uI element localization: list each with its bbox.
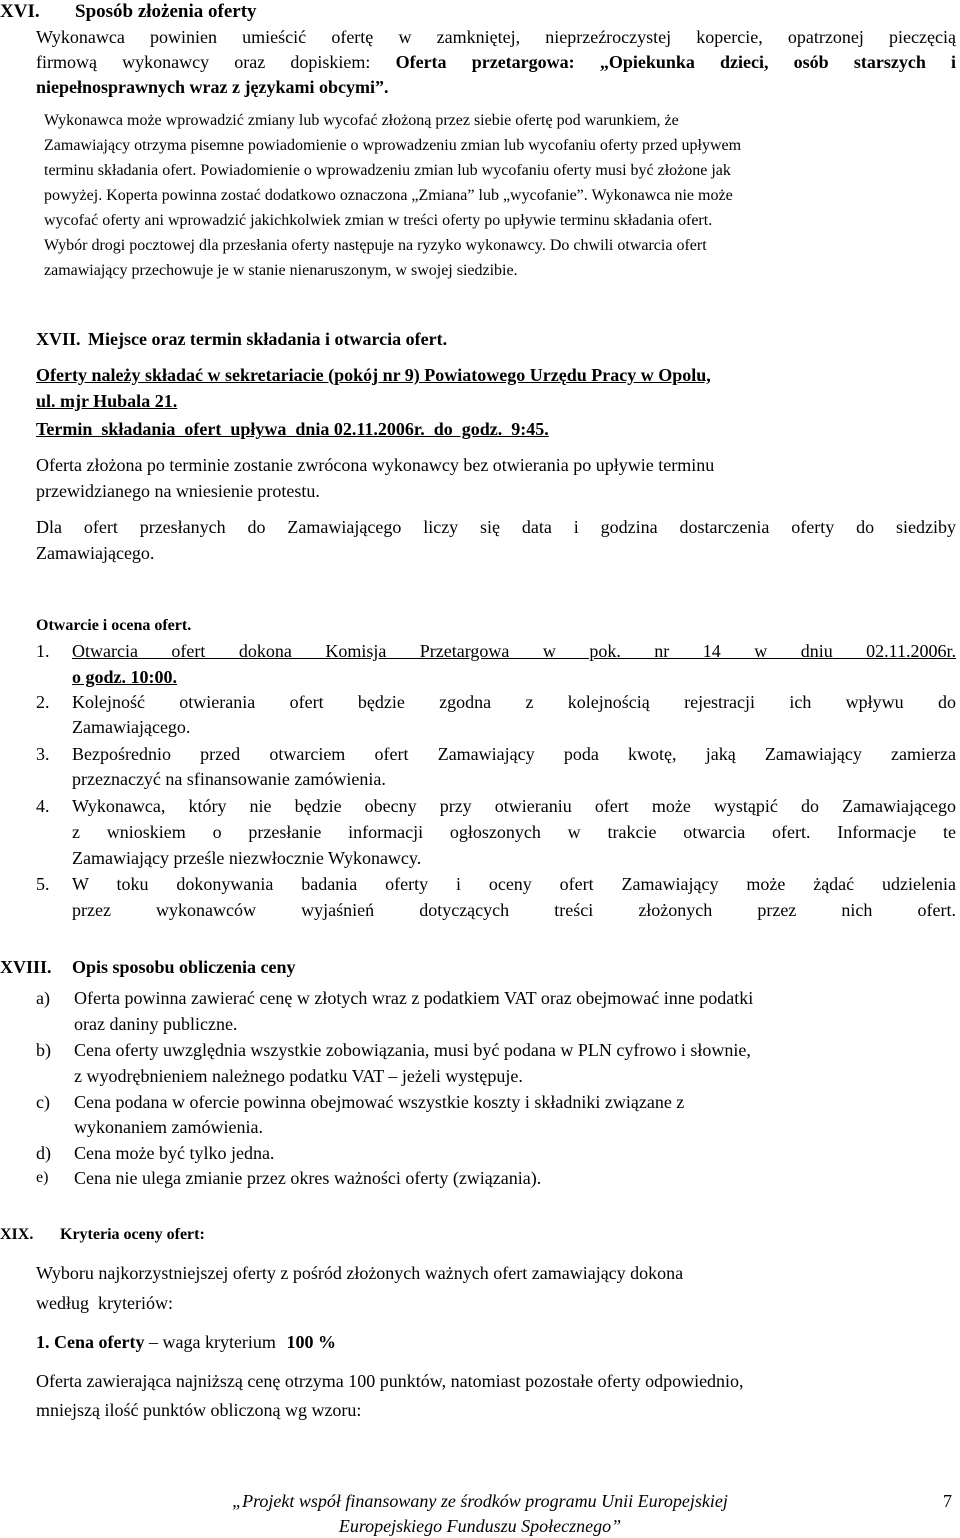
list-item-line: Cena oferty uwzględnia wszystkie zobowiązania, musi być podana w PLN cyfrowo i słownie, — [74, 1040, 751, 1060]
paragraph-line: wycofać oferty ani wprowadzić jakichkolwiek zmian w treści oferty po upływie terminu składania ofert. — [44, 212, 713, 229]
list-item-line: Bezpośrednio przed otwarciem ofert Zamawiający poda kwotę, jaką Zamawiający zamierza — [72, 744, 956, 764]
section-number: XVIII. — [0, 957, 52, 977]
section-title: Opis sposobu obliczenia ceny — [72, 957, 296, 977]
list-item-line: z wnioskiem o przesłanie informacji ogłoszonych w trakcie otwarcia ofert. Informacje te — [72, 822, 956, 842]
paragraph-line: przewidzianego na wniesienie protestu. — [36, 481, 320, 501]
criterion-weight: 100 % — [286, 1332, 336, 1352]
submission-place: ul. mjr Hubala 21. — [36, 391, 178, 411]
paragraph-line: Oferta złożona po terminie zostanie zwrócona wykonawcy bez otwierania po upływie terminu — [36, 455, 715, 475]
list-number: 5. — [36, 874, 50, 894]
list-number: 2. — [36, 692, 50, 712]
list-item-line: Zamawiający prześle niezwłocznie Wykonawcy. — [72, 848, 422, 868]
paragraph-line: Zamawiający otrzyma pisemne powiadomienie o wprowadzeniu zmian lub wycofaniu oferty przed upływem — [44, 137, 742, 154]
paragraph-line: powyżej. Koperta powinna zostać dodatkowo oznaczona „Zmiana” lub „wycofanie”. Wykonawca nie może — [44, 187, 733, 204]
list-item-line: Oferta powinna zawierać cenę w złotych wraz z podatkiem VAT oraz obejmować inne podatki — [74, 988, 754, 1008]
list-letter: e) — [36, 1169, 49, 1186]
list-item-line: Kolejność otwierania ofert będzie zgodna z kolejnością rejestracji ich wpływu do — [72, 692, 956, 712]
list-item-line: o godz. 10:00. — [72, 667, 177, 687]
list-item-line: z wyodrębnieniem należnego podatku VAT – jeżeli występuje. — [74, 1066, 523, 1086]
list-item-line: W toku dokonywania badania oferty i oceny ofert Zamawiający może żądać udzielenia — [72, 874, 956, 894]
paragraph-line: według kryteriów: — [36, 1293, 173, 1313]
paragraph-line: Wybór drogi pocztowej dla przesłania oferty następuje na ryzyko wykonawcy. Do chwili otwarcia ofert — [44, 237, 707, 254]
section-number: XVII. — [36, 329, 81, 349]
list-item-line: Otwarcia ofert dokona Komisja Przetargowa w pok. nr 14 w dniu 02.11.2006r. — [72, 641, 956, 661]
bold-text: Oferta przetargowa: „Opiekunka dzieci, osób starszych i — [395, 52, 956, 72]
criterion-line — [36, 1333, 336, 1351]
section-number: XIX. — [0, 1226, 34, 1243]
submission-deadline: Termin składania ofert upływa dnia 02.11.2006r. do godz. 9:45. — [36, 419, 549, 439]
subsection-title: Otwarcie i ocena ofert. — [36, 617, 192, 634]
paragraph-line: Wykonawca powinien umieścić ofertę w zamkniętej, nieprzeźroczystej kopercie, opatrzonej pieczęcią — [36, 27, 956, 47]
section-number: XVI. — [0, 1, 40, 22]
submission-place: Oferty należy składać w sekretariacie (pokój nr 9) Powiatowego Urzędu Pracy w Opolu, — [36, 365, 711, 385]
list-item-line: oraz daniny publiczne. — [74, 1014, 238, 1034]
paragraph-line — [36, 53, 956, 71]
list-letter: b) — [36, 1040, 51, 1060]
section-title: Miejsce oraz termin składania i otwarcia ofert. — [88, 329, 448, 349]
paragraph-line: Wykonawca może wprowadzić zmiany lub wycofać złożoną przez siebie ofertę pod warunkiem, że — [44, 112, 679, 129]
paragraph-line: zamawiający przechowuje je w stanie nienaruszonym, w swojej siedzibie. — [44, 262, 518, 279]
paragraph-line: Oferta zawierająca najniższą cenę otrzyma 100 punktów, natomiast pozostałe oferty odpowiednio, — [36, 1371, 744, 1391]
criterion-text: – waga kryterium — [144, 1332, 281, 1352]
list-item-line: Cena podana w ofercie powinna obejmować wszystkie koszty i składniki związane z — [74, 1092, 685, 1112]
list-item-line: Cena nie ulega zmianie przez okres ważności oferty (związania). — [74, 1168, 542, 1188]
list-number: 3. — [36, 744, 50, 764]
paragraph-line: Wyboru najkorzystniejszej oferty z pośród złożonych ważnych ofert zamawiający dokona — [36, 1263, 684, 1283]
list-number: 1. — [36, 641, 50, 661]
list-letter: c) — [36, 1092, 50, 1112]
list-letter: a) — [36, 988, 50, 1008]
paragraph-line: niepełnosprawnych wraz z językami obcymi”. — [36, 77, 389, 97]
list-item-line: wykonaniem zamówienia. — [74, 1117, 263, 1137]
list-letter: d) — [36, 1143, 51, 1163]
list-item-line: Zamawiającego. — [72, 717, 191, 737]
footer-line: Europejskiego Funduszu Społecznego” — [338, 1516, 622, 1536]
list-item-line: przeznaczyć na sfinansowanie zamówienia. — [72, 769, 386, 789]
text: firmową wykonawcy oraz dopiskiem: — [36, 52, 396, 72]
criterion-name: 1. Cena oferty — [36, 1332, 145, 1352]
paragraph-line: terminu składania ofert. Powiadomienie o wprowadzeniu zmian lub wycofaniu oferty musi być złożone jak — [44, 162, 731, 179]
section-title: Sposób złożenia oferty — [75, 1, 257, 22]
list-item-line: Cena może być tylko jedna. — [74, 1143, 275, 1163]
list-item-line: przez wykonawców wyjaśnień dotyczących treści złożonych przez nich ofert. — [72, 900, 956, 920]
section-title: Kryteria oceny ofert: — [60, 1226, 205, 1243]
footer-line: „Projekt współ finansowany ze środków programu Unii Europejskiej — [232, 1491, 728, 1511]
paragraph-line: Zamawiającego. — [36, 543, 155, 563]
paragraph-line: Dla ofert przesłanych do Zamawiającego liczy się data i godzina dostarczenia oferty do siedziby — [36, 517, 956, 537]
list-number: 4. — [36, 796, 50, 816]
list-item-line: Wykonawca, który nie będzie obecny przy otwieraniu ofert może wystąpić do Zamawiającego — [72, 796, 956, 816]
page-number: 7 — [943, 1491, 952, 1511]
paragraph-line: mniejszą ilość punktów obliczoną wg wzoru: — [36, 1400, 362, 1420]
